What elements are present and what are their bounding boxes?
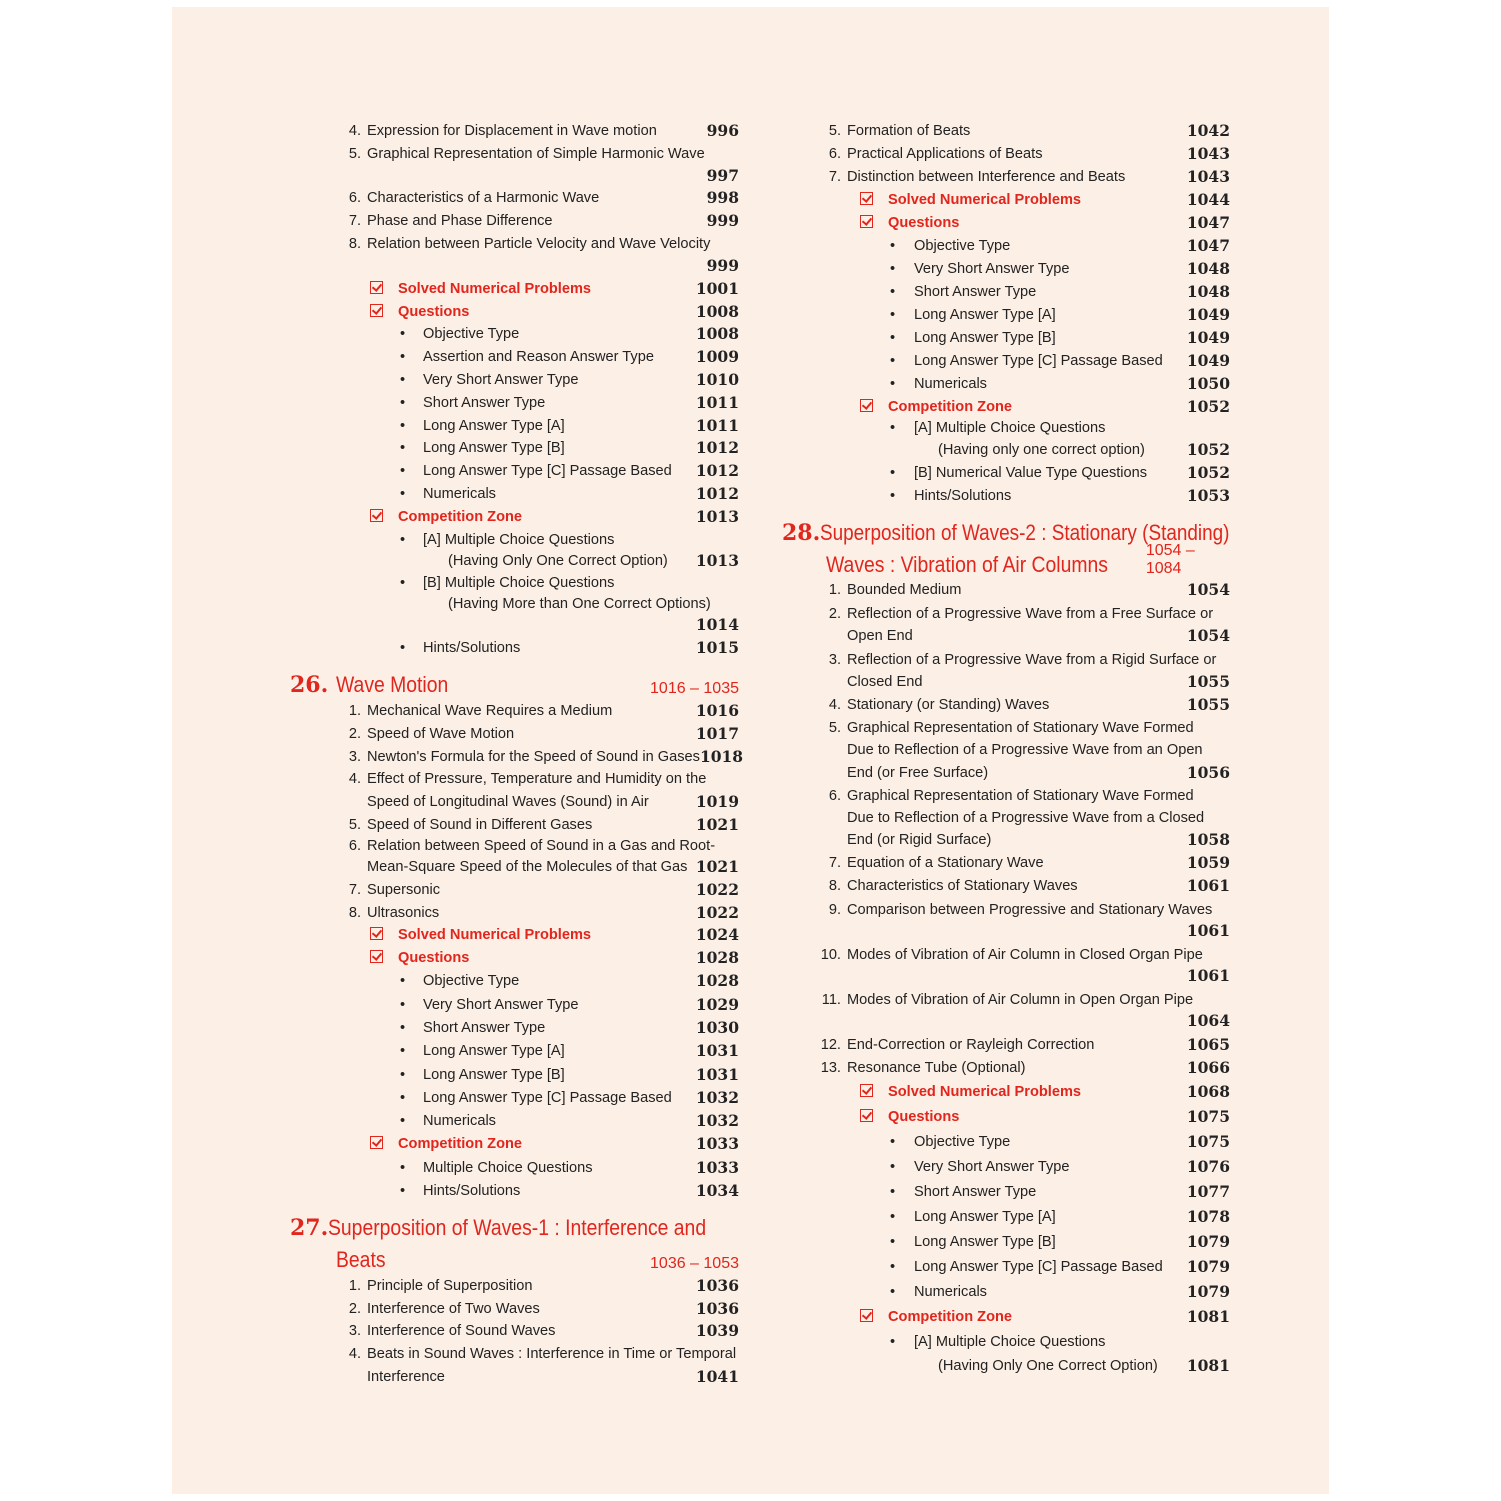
toc-item: 1. Principle of Superposition 1036 xyxy=(348,1275,739,1295)
question-type: • Long Answer Type [C] Passage Based 1032 xyxy=(400,1087,739,1107)
competition-item-sub: (Having More than One Correct Options) xyxy=(448,596,711,613)
toc-item: 3. Reflection of a Progressive Wave from a Rigid Surface or xyxy=(828,652,1217,668)
competition-item-sub: (Having only one correct option) 1052 xyxy=(938,440,1230,459)
checkbox-icon xyxy=(860,1084,873,1097)
competition-item: • [A] Multiple Choice Questions xyxy=(890,1334,1106,1350)
checkbox-icon xyxy=(370,509,383,522)
solved-problems: Solved Numerical Problems 1044 xyxy=(782,187,1230,210)
toc-item: 1. Mechanical Wave Requires a Medium 1016 xyxy=(348,700,739,720)
question-type: • Long Answer Type [C] Passage Based 1049 xyxy=(890,351,1230,370)
question-type: • Numericals 1032 xyxy=(400,1111,739,1131)
checkbox-icon xyxy=(860,399,873,412)
checkbox-icon xyxy=(370,927,383,940)
toc-item: 7. Equation of a Stationary Wave 1059 xyxy=(828,853,1230,872)
toc-item: 3. Interference of Sound Waves 1039 xyxy=(348,1321,739,1341)
question-type: • Long Answer Type [A] 1049 xyxy=(890,305,1230,324)
toc-item: 7. Supersonic 1022 xyxy=(348,879,739,899)
question-type: • Short Answer Type 1048 xyxy=(890,282,1230,301)
question-type: • Very Short Answer Type 1029 xyxy=(400,994,739,1014)
question-type: • Long Answer Type [A] 1078 xyxy=(890,1207,1230,1226)
checkbox-icon xyxy=(860,215,873,228)
toc-item: 2. Reflection of a Progressive Wave from a Free Surface or xyxy=(828,606,1214,622)
toc-item: 5. Speed of Sound in Different Gases 1021 xyxy=(348,814,739,834)
toc-item: 7. Distinction between Interference and Beats 1043 xyxy=(828,167,1230,186)
question-type: • Short Answer Type 1077 xyxy=(890,1182,1230,1201)
toc-item: 12. End-Correction or Rayleigh Correction 1065 xyxy=(820,1035,1230,1054)
toc-item: 6. Practical Applications of Beats 1043 xyxy=(828,144,1230,163)
toc-item: 2. Speed of Wave Motion 1017 xyxy=(348,723,739,743)
question-type: • Numericals 1012 xyxy=(400,483,739,503)
competition-item-sub: (Having Only One Correct Option) 1081 xyxy=(938,1356,1230,1375)
checkbox-icon xyxy=(370,304,383,317)
toc-item: 3. Newton's Formula for the Speed of Sound in Gases 1018 xyxy=(348,746,744,766)
toc-item: 5. Formation of Beats 1042 xyxy=(828,121,1230,140)
toc-item: 5. Graphical Representation of Stationary Wave Formed xyxy=(828,720,1194,736)
toc-item: 11. Modes of Vibration of Air Column in Open Organ Pipe xyxy=(821,992,1194,1008)
question-type: • Long Answer Type [B] 1079 xyxy=(890,1232,1230,1251)
toc-item: 6. Graphical Representation of Stationary Wave Formed xyxy=(828,788,1194,804)
question-type: • Long Answer Type [A] 1031 xyxy=(400,1041,739,1061)
chapter-heading-cont: Beats 1036 – 1053 xyxy=(336,1247,739,1273)
question-type: • Very Short Answer Type 1048 xyxy=(890,259,1230,278)
questions: Questions 1047 xyxy=(782,210,1230,233)
question-type: • Very Short Answer Type 1076 xyxy=(890,1157,1230,1176)
question-type: • Long Answer Type [C] Passage Based 1012 xyxy=(400,461,739,481)
competition-item: • [A] Multiple Choice Questions xyxy=(890,420,1106,436)
question-type: • Objective Type 1047 xyxy=(890,236,1230,255)
competition-zone: Competition Zone 1081 xyxy=(782,1302,1230,1327)
checkbox-icon xyxy=(860,1309,873,1322)
question-type: • Long Answer Type [B] 1049 xyxy=(890,328,1230,347)
toc-item-page: 1014 xyxy=(695,615,739,635)
toc-item-cont: End (or Rigid Surface) 1058 xyxy=(847,830,1230,849)
toc-item-cont: Closed End 1055 xyxy=(847,672,1230,691)
chapter-heading-cont: Waves : Vibration of Air Columns 1054 – 1084 xyxy=(825,542,1195,577)
toc-item: 4. Effect of Pressure, Temperature and Humidity on the xyxy=(348,771,707,788)
questions: Questions 1028 xyxy=(290,945,739,968)
toc-item: 7. Phase and Phase Difference 999 xyxy=(348,211,739,231)
toc-item: 10. Modes of Vibration of Air Column in Closed Organ Pipe xyxy=(820,947,1203,963)
toc-left-column xyxy=(290,118,744,1387)
question-type: • Short Answer Type 1030 xyxy=(400,1018,739,1037)
questions: Questions 1008 xyxy=(290,299,739,322)
competition-item: • Hints/Solutions 1015 xyxy=(400,638,739,658)
toc-item: 6. Relation between Speed of Sound in a Gas and Root- xyxy=(348,837,716,854)
competition-item: • Hints/Solutions 1053 xyxy=(890,486,1230,505)
competition-item: • [B] Numerical Value Type Questions 1052 xyxy=(890,463,1230,482)
question-type: • Long Answer Type [A] 1011 xyxy=(400,415,739,435)
toc-item: 8. Ultrasonics 1022 xyxy=(348,902,739,922)
checkbox-icon xyxy=(370,281,383,294)
questions: Questions 1075 xyxy=(782,1102,1230,1127)
question-type: • Long Answer Type [C] Passage Based 1079 xyxy=(890,1257,1230,1276)
checkbox-icon xyxy=(370,1136,383,1149)
solved-problems: Solved Numerical Problems 1024 xyxy=(290,923,739,946)
toc-item: 8. Characteristics of Stationary Waves 1061 xyxy=(828,876,1230,895)
competition-item: • [A] Multiple Choice Questions xyxy=(400,531,615,548)
question-type: • Objective Type 1075 xyxy=(890,1132,1230,1151)
competition-item: • Multiple Choice Questions 1033 xyxy=(400,1157,739,1177)
toc-item: 13. Resonance Tube (Optional) 1066 xyxy=(820,1058,1230,1077)
solved-problems: Solved Numerical Problems 1068 xyxy=(782,1078,1230,1102)
toc-item: 9. Comparison between Progressive and Stationary Waves xyxy=(828,902,1213,918)
question-type: • Assertion and Reason Answer Type 1009 xyxy=(400,347,739,367)
toc-item-page: 1061 xyxy=(1186,921,1230,940)
competition-item-sub: (Having Only One Correct Option) 1013 xyxy=(448,550,739,570)
toc-item-page: 999 xyxy=(706,255,739,275)
competition-zone: Competition Zone 1052 xyxy=(782,394,1230,417)
toc-item-cont: Due to Reflection of a Progressive Wave from an Open xyxy=(847,742,1203,758)
toc-item-page: 997 xyxy=(706,165,739,185)
toc-item-cont: End (or Free Surface) 1056 xyxy=(847,763,1230,782)
question-type: • Objective Type 1028 xyxy=(400,971,739,991)
toc-item: 6. Characteristics of a Harmonic Wave 998 xyxy=(348,188,739,208)
toc-item-cont: Speed of Longitudinal Waves (Sound) in Air 1019 xyxy=(367,792,739,812)
question-type: • Long Answer Type [B] 1012 xyxy=(400,438,739,458)
competition-item: • [B] Multiple Choice Questions xyxy=(400,575,615,592)
checkbox-icon xyxy=(860,1109,873,1122)
checkbox-icon xyxy=(860,192,873,205)
chapter-heading: 26. Wave Motion 1016 – 1035 xyxy=(290,672,739,699)
toc-item: 2. Interference of Two Waves 1036 xyxy=(348,1298,739,1318)
toc-item-cont: Mean-Square Speed of the Molecules of that Gas 1021 xyxy=(367,856,739,876)
question-type: • Long Answer Type [B] 1031 xyxy=(400,1064,739,1084)
toc-item-cont: Due to Reflection of a Progressive Wave from a Closed xyxy=(847,810,1205,826)
question-type: • Numericals 1079 xyxy=(890,1282,1230,1301)
competition-zone: Competition Zone 1013 xyxy=(290,504,739,527)
chapter-heading: 27. Superposition of Waves-1 : Interference and xyxy=(290,1215,707,1242)
question-type: • Numericals 1050 xyxy=(890,374,1230,393)
competition-zone: Competition Zone 1033 xyxy=(290,1131,739,1154)
solved-problems: Solved Numerical Problems 1001 xyxy=(290,276,739,299)
toc-item-page: 1064 xyxy=(1186,1011,1230,1030)
toc-item-cont: Open End 1054 xyxy=(847,626,1230,645)
toc-item: 1. Bounded Medium 1054 xyxy=(828,580,1230,599)
question-type: • Very Short Answer Type 1010 xyxy=(400,369,739,389)
toc-item: 4. Expression for Displacement in Wave motion 996 xyxy=(348,120,739,140)
question-type: • Objective Type 1008 xyxy=(400,324,739,344)
toc-item-cont: Interference 1041 xyxy=(367,1367,739,1387)
competition-item: • Hints/Solutions 1034 xyxy=(400,1181,739,1201)
toc-item: 8. Relation between Particle Velocity and Wave Velocity xyxy=(348,235,711,252)
question-type: • Short Answer Type 1011 xyxy=(400,392,739,412)
toc-item: 5. Graphical Representation of Simple Harmonic Wave xyxy=(348,145,705,162)
toc-item: 4. Stationary (or Standing) Waves 1055 xyxy=(828,695,1230,714)
toc-item: 4. Beats in Sound Waves : Interference in Time or Temporal xyxy=(348,1346,737,1363)
toc-right-column xyxy=(782,118,1230,1376)
checkbox-icon xyxy=(370,950,383,963)
toc-item-page: 1061 xyxy=(1186,966,1230,985)
chapter-heading: 28. Superposition of Waves-2 : Stationary (Standing) xyxy=(782,520,1230,546)
